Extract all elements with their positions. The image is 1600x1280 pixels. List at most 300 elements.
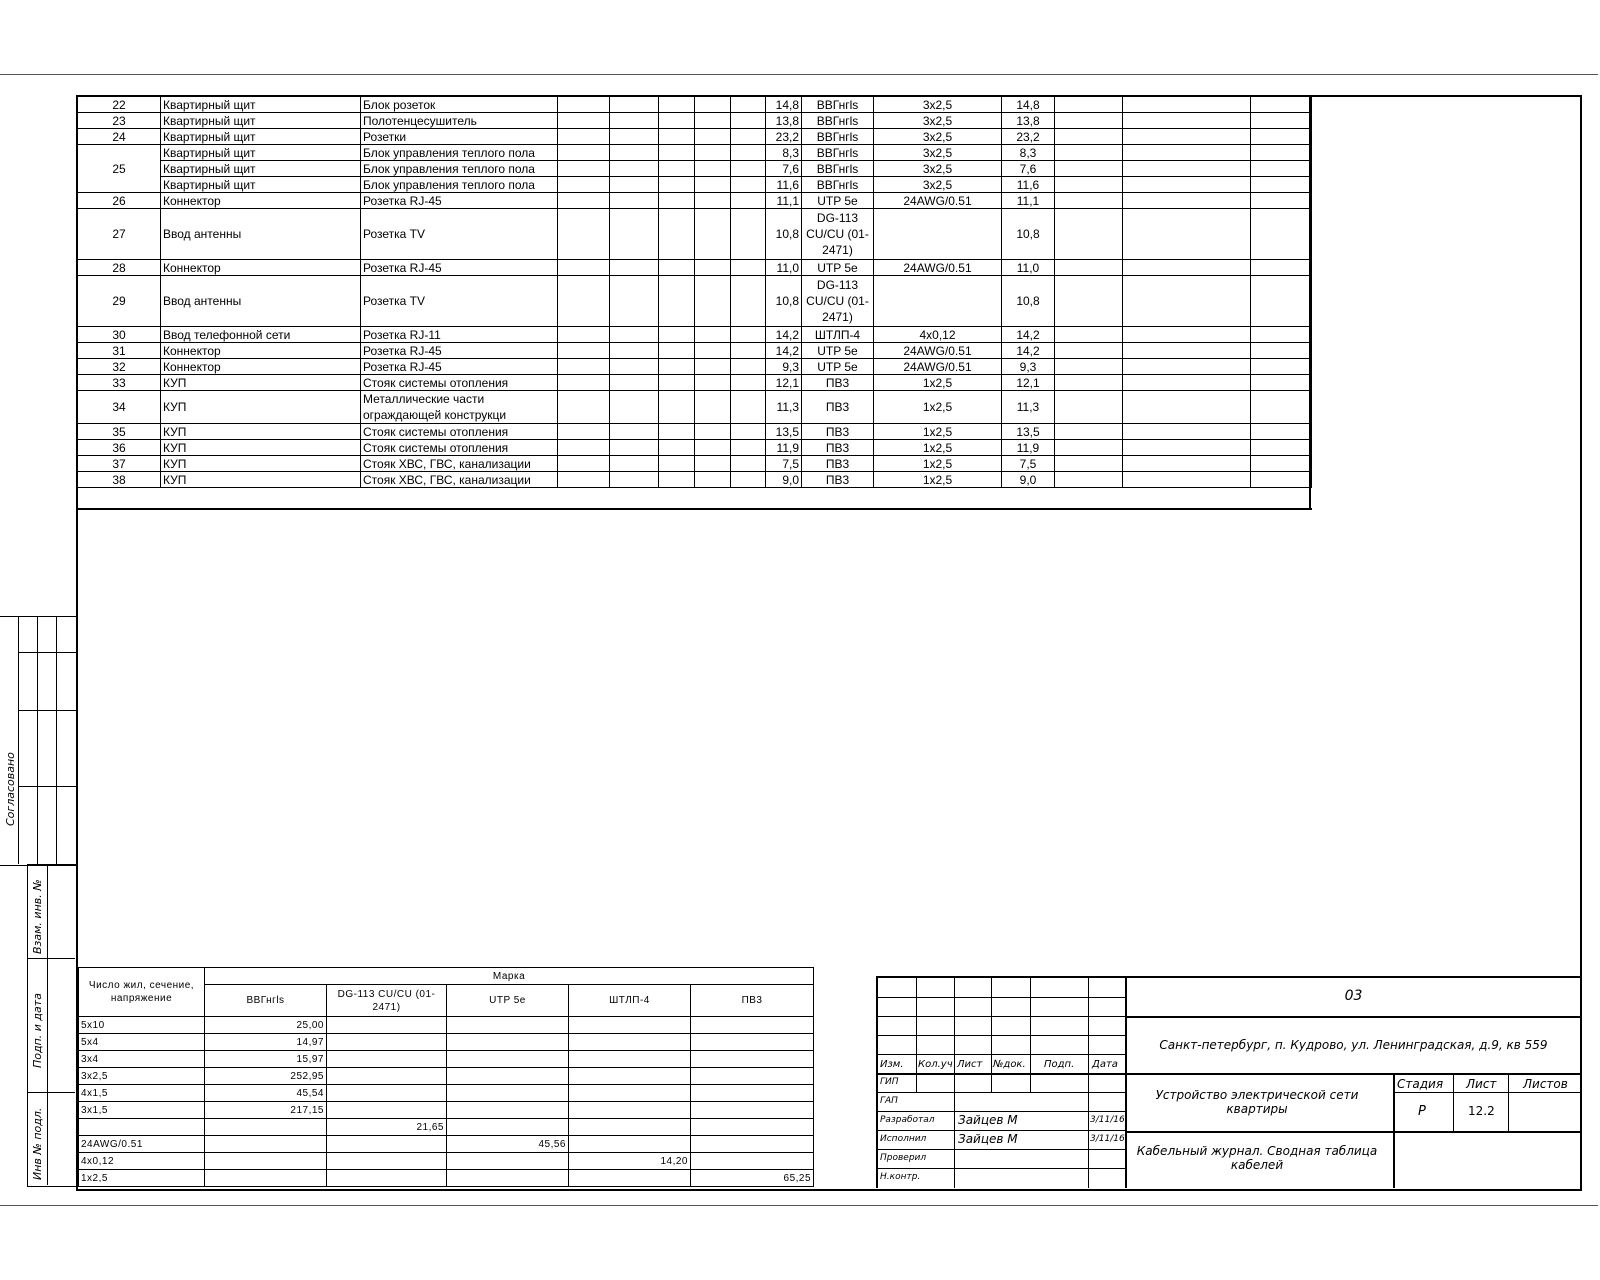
- cell-section: 3х2,5: [874, 129, 1002, 145]
- cell-brand: UTP 5e: [802, 343, 874, 359]
- cell-brand: DG-113 CU/CU (01-2471): [802, 276, 874, 327]
- cell-from: КУП: [161, 472, 361, 488]
- cell-empty: [610, 145, 659, 161]
- cell-empty: [610, 97, 659, 113]
- summary-cell-value: [447, 1170, 569, 1187]
- cell-empty: [1123, 276, 1251, 327]
- cell-empty: [1055, 375, 1123, 391]
- row-ispoln: Исполнил: [880, 1134, 927, 1144]
- journal-row: [78, 375, 1312, 391]
- cell-empty: [731, 276, 766, 327]
- cell-num: 36: [78, 440, 161, 456]
- cell-from: КУП: [161, 456, 361, 472]
- cell-brand: ВВГнгls: [802, 145, 874, 161]
- cell-empty: [731, 177, 766, 193]
- summary-cell-value: [447, 1051, 569, 1068]
- cell-empty: [1123, 193, 1251, 209]
- cell-empty: [1055, 472, 1123, 488]
- cell-empty: [695, 343, 731, 359]
- cell-from: КУП: [161, 391, 361, 424]
- summary-cell-value: [691, 1017, 814, 1034]
- summary-row: [79, 1119, 814, 1136]
- cell-section: 24AWG/0.51: [874, 359, 1002, 375]
- cell-empty: [610, 456, 659, 472]
- journal-row: [78, 209, 1312, 260]
- cell-empty: [659, 193, 695, 209]
- cell-empty: [1123, 327, 1251, 343]
- cell-len: 14,2: [766, 343, 802, 359]
- cell-empty: [1251, 424, 1312, 440]
- cell-empty: [695, 440, 731, 456]
- summary-cell-value: [447, 1119, 569, 1136]
- journal-row: [78, 424, 1312, 440]
- cell-empty: [731, 209, 766, 260]
- cell-brand: ПВ3: [802, 375, 874, 391]
- cell-empty: [558, 145, 610, 161]
- cell-section: 1х2,5: [874, 440, 1002, 456]
- cell-from: Квартирный щит: [161, 177, 361, 193]
- cell-brand: UTP 5e: [802, 193, 874, 209]
- ispoln-date: 3/11/16: [1090, 1134, 1125, 1144]
- cell-len: 13,5: [766, 424, 802, 440]
- summary-cell-value: [205, 1136, 327, 1153]
- summary-cell-value: [327, 1034, 447, 1051]
- cell-empty: [731, 161, 766, 177]
- summary-cell-value: [569, 1034, 691, 1051]
- summary-cell-value: [691, 1136, 814, 1153]
- cell-empty: [1251, 161, 1312, 177]
- cell-empty: [1251, 193, 1312, 209]
- cell-section: 3х2,5: [874, 97, 1002, 113]
- cell-empty: [695, 177, 731, 193]
- cell-empty: [695, 375, 731, 391]
- summary-row: [79, 1170, 814, 1187]
- cell-empty: [610, 276, 659, 327]
- cell-empty: [695, 113, 731, 129]
- cell-total: 14,2: [1002, 343, 1055, 359]
- cell-empty: [610, 424, 659, 440]
- cell-to: Розетка RJ-45: [361, 359, 558, 375]
- col-list: Лист: [957, 1059, 983, 1070]
- cell-empty: [659, 276, 695, 327]
- cell-to: Блок управления теплого пола: [361, 145, 558, 161]
- summary-row: [79, 1153, 814, 1170]
- cell-empty: [1251, 177, 1312, 193]
- summary-brand-header: ВВГнгls: [205, 985, 327, 1017]
- col-podp: Подп.: [1044, 1059, 1075, 1070]
- cell-empty: [1123, 129, 1251, 145]
- cell-empty: [610, 327, 659, 343]
- journal-row: [78, 276, 1312, 327]
- cell-empty: [695, 276, 731, 327]
- cell-empty: [695, 97, 731, 113]
- cell-empty: [610, 177, 659, 193]
- cell-to: Блок розеток: [361, 97, 558, 113]
- cell-to: Розетка RJ-11: [361, 327, 558, 343]
- cell-from: Квартирный щит: [161, 97, 361, 113]
- cell-num: 28: [78, 260, 161, 276]
- col-ndok: №док.: [993, 1059, 1026, 1070]
- cell-section: [874, 276, 1002, 327]
- cell-empty: [558, 375, 610, 391]
- summary-cell-value: 25,00: [205, 1017, 327, 1034]
- cell-empty: [1055, 327, 1123, 343]
- journal-row: [78, 113, 1312, 129]
- cell-total: 10,8: [1002, 209, 1055, 260]
- summary-cell-value: [447, 1153, 569, 1170]
- summary-cell-value: 21,65: [327, 1119, 447, 1136]
- cell-num: 29: [78, 276, 161, 327]
- cell-to: Розетка RJ-45: [361, 193, 558, 209]
- cell-len: 12,1: [766, 375, 802, 391]
- summary-cell-value: 14,20: [569, 1153, 691, 1170]
- cell-len: 23,2: [766, 129, 802, 145]
- cell-total: 14,8: [1002, 97, 1055, 113]
- journal-row: [78, 472, 1312, 488]
- cell-empty: [1123, 260, 1251, 276]
- cell-total: 9,0: [1002, 472, 1055, 488]
- cell-empty: [1123, 375, 1251, 391]
- summary-cell-value: [327, 1068, 447, 1085]
- cell-empty: [558, 424, 610, 440]
- cell-to: Полотенцесушитель: [361, 113, 558, 129]
- summary-cell-value: 45,54: [205, 1085, 327, 1102]
- sheet-title: Кабельный журнал. Сводная таблица кабелей: [1136, 1144, 1378, 1172]
- cell-empty: [1123, 391, 1251, 424]
- journal-row: [78, 327, 1312, 343]
- cell-total: 9,3: [1002, 359, 1055, 375]
- cell-empty: [558, 343, 610, 359]
- cell-empty: [731, 97, 766, 113]
- journal-bottom-line: [76, 508, 1312, 510]
- journal-row: [78, 260, 1312, 276]
- cell-empty: [1123, 359, 1251, 375]
- cell-total: 8,3: [1002, 145, 1055, 161]
- cell-empty: [731, 145, 766, 161]
- row-gap: ГАП: [880, 1096, 898, 1106]
- cell-empty: [695, 145, 731, 161]
- cell-empty: [1123, 424, 1251, 440]
- stamp-divider: [27, 1092, 75, 1094]
- cell-empty: [731, 343, 766, 359]
- cell-brand: DG-113 CU/CU (01-2471): [802, 209, 874, 260]
- cell-empty: [1251, 260, 1312, 276]
- sheet-value: 12.2: [1468, 1104, 1495, 1118]
- cell-num: 24: [78, 129, 161, 145]
- journal-row: [78, 343, 1312, 359]
- cell-total: 12,1: [1002, 375, 1055, 391]
- cell-section: 3х2,5: [874, 113, 1002, 129]
- cell-empty: [659, 456, 695, 472]
- cell-empty: [1123, 161, 1251, 177]
- agreed-label: Согласовано: [4, 752, 17, 826]
- summary-brand-header: UTP 5e: [447, 985, 569, 1017]
- summary-cell-value: [327, 1085, 447, 1102]
- cell-empty: [1123, 440, 1251, 456]
- cell-empty: [695, 129, 731, 145]
- cell-num: 25: [78, 145, 161, 193]
- cell-brand: ПВ3: [802, 440, 874, 456]
- cell-empty: [1055, 276, 1123, 327]
- cell-empty: [610, 391, 659, 424]
- cell-empty: [1123, 97, 1251, 113]
- cell-len: 13,8: [766, 113, 802, 129]
- col-koluch: Кол.уч: [918, 1059, 953, 1070]
- cell-empty: [1055, 260, 1123, 276]
- col-data: Дата: [1092, 1059, 1118, 1070]
- journal-row: [78, 359, 1312, 375]
- summary-cell-value: [691, 1034, 814, 1051]
- cell-brand: ВВГнгls: [802, 129, 874, 145]
- journal-row: [78, 391, 1312, 424]
- stage-value: Р: [1418, 1104, 1426, 1119]
- cell-brand: ПВ3: [802, 472, 874, 488]
- cell-empty: [695, 161, 731, 177]
- cell-num: 31: [78, 343, 161, 359]
- cell-num: 33: [78, 375, 161, 391]
- cell-num: 37: [78, 456, 161, 472]
- cell-empty: [558, 260, 610, 276]
- cell-empty: [695, 424, 731, 440]
- cell-from: Коннектор: [161, 343, 361, 359]
- podp-data-label: Подп. и дата: [31, 993, 44, 1068]
- cell-empty: [695, 472, 731, 488]
- cell-empty: [731, 456, 766, 472]
- summary-cell-value: [447, 1102, 569, 1119]
- cell-section: 4х0,12: [874, 327, 1002, 343]
- cell-brand: ПВ3: [802, 424, 874, 440]
- cell-empty: [1251, 472, 1312, 488]
- cell-empty: [1123, 343, 1251, 359]
- cell-empty: [731, 472, 766, 488]
- cell-len: 11,1: [766, 193, 802, 209]
- cell-to: Металлические части ограждающей конструкци: [361, 391, 558, 424]
- cell-len: 9,0: [766, 472, 802, 488]
- summary-cell-value: [205, 1170, 327, 1187]
- journal-row: [78, 129, 1312, 145]
- summary-row: [79, 1136, 814, 1153]
- sheets-label: Листов: [1523, 1077, 1568, 1091]
- cell-empty: [659, 260, 695, 276]
- cell-empty: [1251, 145, 1312, 161]
- cell-brand: UTP 5e: [802, 359, 874, 375]
- cell-empty: [558, 472, 610, 488]
- summary-cell-label: 3х4: [79, 1051, 205, 1068]
- cell-empty: [659, 113, 695, 129]
- cell-brand: ПВ3: [802, 391, 874, 424]
- agreement-divider: [18, 710, 76, 712]
- cell-empty: [1123, 145, 1251, 161]
- cell-empty: [558, 209, 610, 260]
- cell-empty: [731, 375, 766, 391]
- cell-empty: [558, 327, 610, 343]
- cell-empty: [659, 209, 695, 260]
- summary-cell-value: [569, 1102, 691, 1119]
- cell-len: 11,3: [766, 391, 802, 424]
- cell-brand: ШТЛП-4: [802, 327, 874, 343]
- cell-empty: [1251, 375, 1312, 391]
- summary-cell-value: [327, 1170, 447, 1187]
- cell-total: 7,5: [1002, 456, 1055, 472]
- cell-total: 11,6: [1002, 177, 1055, 193]
- cell-section: 24AWG/0.51: [874, 260, 1002, 276]
- razrab-date: 3/11/16: [1090, 1115, 1125, 1125]
- summary-cell-value: 252,95: [205, 1068, 327, 1085]
- cell-len: 7,5: [766, 456, 802, 472]
- cell-empty: [558, 440, 610, 456]
- cell-empty: [610, 161, 659, 177]
- sheet-label: Лист: [1466, 1077, 1497, 1091]
- cell-total: 11,9: [1002, 440, 1055, 456]
- stamp-divider: [27, 958, 75, 960]
- cell-empty: [610, 359, 659, 375]
- cell-len: 9,3: [766, 359, 802, 375]
- vzam-inv-label: Взам. инв. №: [31, 879, 44, 954]
- summary-cell-label: 24AWG/0.51: [79, 1136, 205, 1153]
- cell-num: 35: [78, 424, 161, 440]
- cell-empty: [695, 193, 731, 209]
- cell-empty: [1251, 327, 1312, 343]
- cell-empty: [558, 276, 610, 327]
- summary-cell-value: [569, 1017, 691, 1034]
- summary-cell-value: [327, 1153, 447, 1170]
- cell-section: 1х2,5: [874, 391, 1002, 424]
- cell-empty: [659, 472, 695, 488]
- cell-empty: [558, 359, 610, 375]
- cell-from: Ввод антенны: [161, 276, 361, 327]
- cell-section: 3х2,5: [874, 145, 1002, 161]
- cell-empty: [558, 97, 610, 113]
- cell-empty: [695, 209, 731, 260]
- summary-cell-value: 15,97: [205, 1051, 327, 1068]
- summary-cell-value: [569, 1119, 691, 1136]
- summary-row: [79, 1034, 814, 1051]
- title-block: [876, 976, 1580, 1188]
- cell-num: 27: [78, 209, 161, 260]
- cell-empty: [659, 97, 695, 113]
- cell-empty: [1251, 209, 1312, 260]
- cell-empty: [1123, 177, 1251, 193]
- cell-brand: ВВГнгls: [802, 113, 874, 129]
- cell-empty: [1055, 161, 1123, 177]
- cell-section: 24AWG/0.51: [874, 193, 1002, 209]
- cell-len: 11,0: [766, 260, 802, 276]
- cell-to: Стояк ХВС, ГВС, канализации: [361, 456, 558, 472]
- address: Санкт-петербург, п. Кудрово, ул. Ленинградская, д.9, кв 559: [1159, 1038, 1548, 1052]
- summary-cell-value: 45,56: [447, 1136, 569, 1153]
- stamp-divider: [47, 864, 49, 1185]
- summary-cell-value: [691, 1068, 814, 1085]
- cell-empty: [558, 456, 610, 472]
- summary-cell-label: 3х1,5: [79, 1102, 205, 1119]
- cell-section: 1х2,5: [874, 424, 1002, 440]
- cell-len: 11,6: [766, 177, 802, 193]
- cell-empty: [1251, 97, 1312, 113]
- cell-total: 11,3: [1002, 391, 1055, 424]
- cell-to: Стояк системы отопления: [361, 424, 558, 440]
- cell-empty: [1123, 113, 1251, 129]
- cell-empty: [1123, 209, 1251, 260]
- cell-num: 26: [78, 193, 161, 209]
- cell-empty: [1055, 193, 1123, 209]
- summary-cell-value: 65,25: [691, 1170, 814, 1187]
- cell-num: 23: [78, 113, 161, 129]
- cell-empty: [610, 472, 659, 488]
- cell-total: 11,0: [1002, 260, 1055, 276]
- summary-cell-value: [205, 1119, 327, 1136]
- cell-empty: [1251, 359, 1312, 375]
- cell-to: Блок управления теплого пола: [361, 161, 558, 177]
- summary-brand-header: ПВ3: [691, 985, 814, 1017]
- cell-empty: [1055, 145, 1123, 161]
- journal-row: [78, 97, 1312, 113]
- agreement-divider: [18, 652, 76, 654]
- row-razrab: Разработал: [880, 1115, 935, 1125]
- cell-empty: [659, 375, 695, 391]
- cell-from: Ввод антенны: [161, 209, 361, 260]
- summary-header-brand: Марка: [205, 968, 814, 985]
- summary-cell-value: [327, 1102, 447, 1119]
- col-izm: Изм.: [880, 1059, 904, 1070]
- cell-empty: [731, 440, 766, 456]
- journal-row: [78, 145, 1312, 161]
- summary-cell-value: [327, 1136, 447, 1153]
- cell-empty: [1123, 456, 1251, 472]
- summary-brand-header: ШТЛП-4: [569, 985, 691, 1017]
- cell-empty: [610, 209, 659, 260]
- cell-total: 13,8: [1002, 113, 1055, 129]
- cell-to: Стояк ХВС, ГВС, канализации: [361, 472, 558, 488]
- cell-empty: [1055, 129, 1123, 145]
- cell-len: 10,8: [766, 209, 802, 260]
- cell-empty: [731, 359, 766, 375]
- cell-empty: [610, 113, 659, 129]
- cell-from: КУП: [161, 440, 361, 456]
- cell-empty: [1251, 276, 1312, 327]
- cell-section: 1х2,5: [874, 375, 1002, 391]
- cell-empty: [1055, 440, 1123, 456]
- summary-cell-label: 4х1,5: [79, 1085, 205, 1102]
- summary-cell-value: [569, 1051, 691, 1068]
- cell-total: 13,5: [1002, 424, 1055, 440]
- cell-empty: [1251, 456, 1312, 472]
- cell-num: 30: [78, 327, 161, 343]
- project-name: Устройство электрической сети квартиры: [1155, 1088, 1359, 1116]
- cell-len: 11,9: [766, 440, 802, 456]
- cell-brand: UTP 5e: [802, 260, 874, 276]
- summary-cell-value: [691, 1051, 814, 1068]
- summary-cell-value: [447, 1017, 569, 1034]
- cell-empty: [1123, 472, 1251, 488]
- cell-to: Розетка TV: [361, 209, 558, 260]
- summary-row: [79, 1068, 814, 1085]
- cell-empty: [1055, 97, 1123, 113]
- cell-section: 3х2,5: [874, 161, 1002, 177]
- razrab-name: Зайцев М: [958, 1113, 1018, 1127]
- cell-empty: [659, 145, 695, 161]
- row-gip: ГИП: [880, 1077, 899, 1087]
- journal-right-line: [1309, 96, 1311, 508]
- cell-empty: [695, 391, 731, 424]
- cell-brand: ВВГнгls: [802, 161, 874, 177]
- summary-cell-label: 5х4: [79, 1034, 205, 1051]
- summary-cell-value: [569, 1170, 691, 1187]
- cell-empty: [1055, 424, 1123, 440]
- summary-cell-value: [327, 1017, 447, 1034]
- journal-row: [78, 177, 1312, 193]
- cell-empty: [731, 424, 766, 440]
- cell-to: Розетка TV: [361, 276, 558, 327]
